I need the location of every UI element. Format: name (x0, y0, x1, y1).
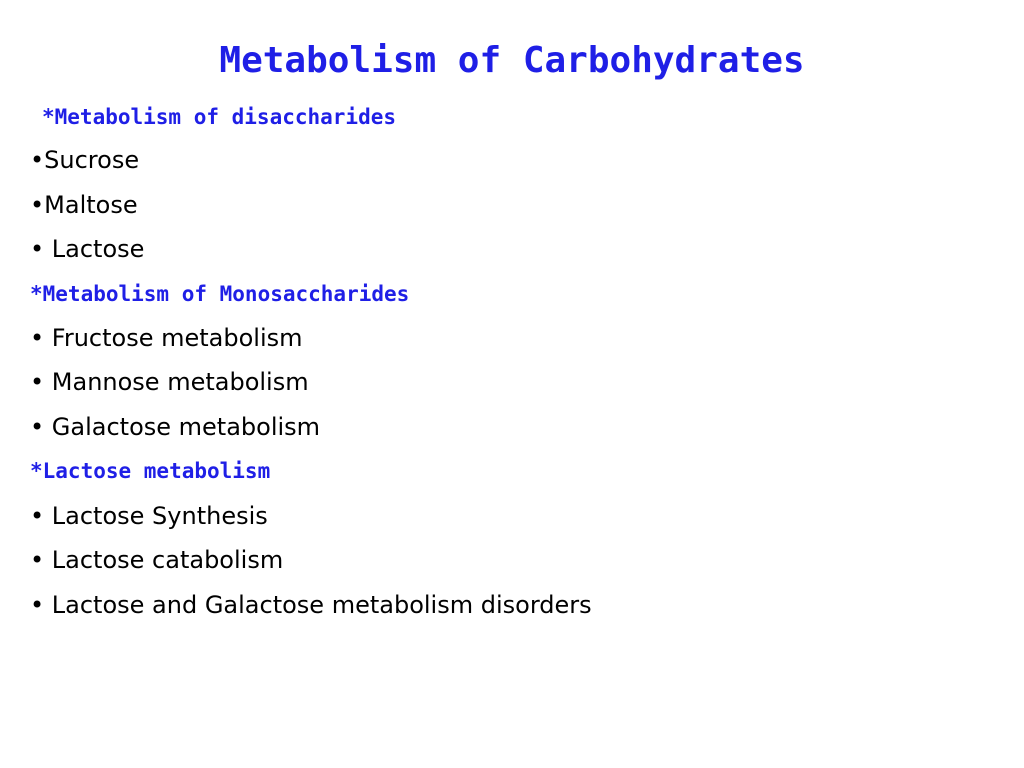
bullet-lactose-catabolism: • Lactose catabolism (30, 546, 284, 574)
bullet-maltose: •Maltose (30, 191, 138, 219)
bullet-lactose-galactose-disorders: • Lactose and Galactose metabolism disorders (30, 591, 592, 619)
section-heading-monosaccharides: *Metabolism of Monosaccharides (30, 282, 410, 306)
bullet-lactose: • Lactose (30, 235, 145, 263)
bullet-lactose-synthesis: • Lactose Synthesis (30, 502, 268, 530)
bullet-galactose-metabolism: • Galactose metabolism (30, 413, 321, 441)
slide-title: Metabolism of Carbohydrates (219, 40, 805, 81)
bullet-sucrose: •Sucrose (30, 146, 140, 174)
bullet-mannose-metabolism: • Mannose metabolism (30, 368, 309, 396)
bullet-fructose-metabolism: • Fructose metabolism (30, 324, 303, 352)
section-heading-lactose-metabolism: *Lactose metabolism (30, 459, 271, 483)
section-heading-disaccharides: *Metabolism of disaccharides (42, 105, 397, 129)
